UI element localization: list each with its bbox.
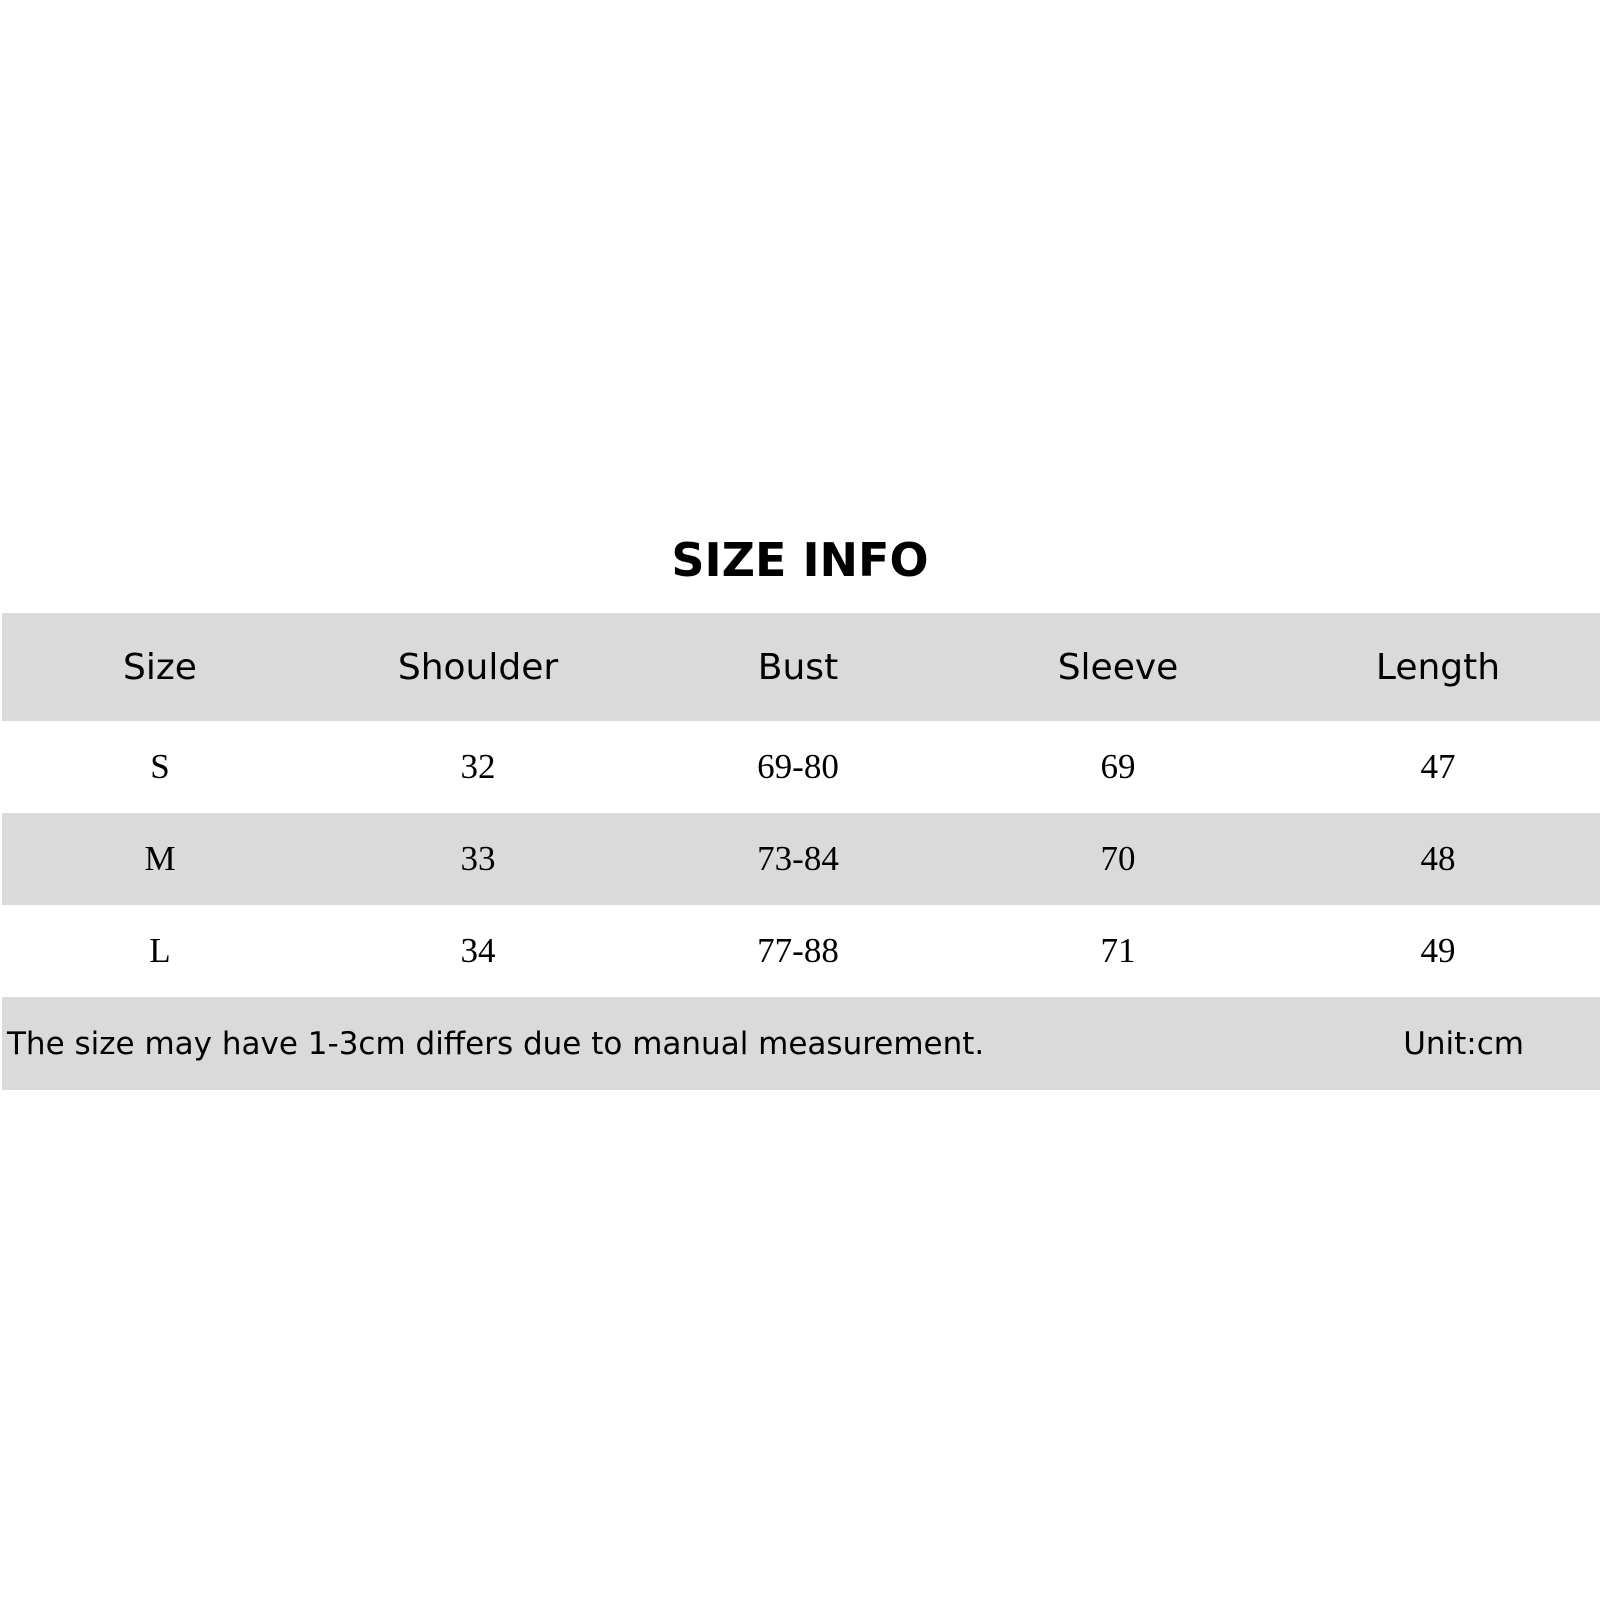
header-sleeve: Sleeve [1057,646,1179,688]
cell-sleeve: 69 [1100,747,1136,786]
size-table [2,613,1600,1090]
cell-size: S [150,747,170,786]
header-length: Length [1375,646,1501,688]
measurement-note: The size may have 1-3cm differs due to manual measurement. [7,1025,985,1062]
cell-size: M [144,839,176,878]
table-row [2,721,1600,813]
table-row [2,905,1600,997]
header-bust: Bust [757,646,839,688]
cell-length: 47 [1420,747,1456,786]
unit-label: Unit:cm [1403,1025,1524,1062]
header-size: Size [123,646,197,688]
cell-length: 49 [1420,931,1456,970]
cell-bust: 69-80 [757,747,839,786]
cell-bust: 77-88 [757,931,839,970]
cell-bust: 73-84 [757,839,839,878]
cell-shoulder: 33 [460,839,496,878]
cell-sleeve: 71 [1100,931,1136,970]
table-footer-row [2,997,1600,1090]
cell-size: L [149,931,171,970]
cell-length: 48 [1420,839,1456,878]
cell-sleeve: 70 [1100,839,1136,878]
header-shoulder: Shoulder [397,646,559,688]
table-row [2,813,1600,905]
cell-shoulder: 34 [460,931,496,970]
page-title: SIZE INFO [671,533,929,587]
table-header-row [2,613,1600,721]
cell-shoulder: 32 [460,747,496,786]
